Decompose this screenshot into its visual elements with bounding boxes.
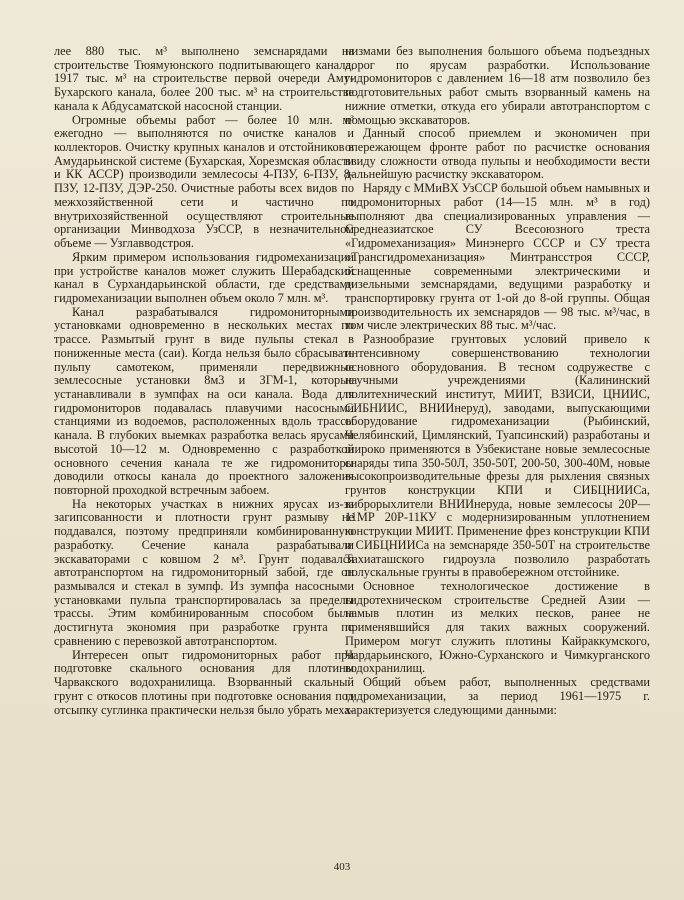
right-column xyxy=(345,45,650,717)
paragraph: Интересен опыт гидромониторных работ при подготовке скального основания для плотины Чарвакского водохранилища. Взорванный скальный грунт с откосов плотины при подготовке основания под отсыпку суглинка практически нельзя было убрать меха- xyxy=(54,647,354,717)
paragraph: Огромные объемы работ — более 10 млн. м³ ежегодно — выполняются по очистке каналов и коллекторов. Очистку крупных каналов и отстойников в Амударьинской системе (Бухарская, Хорезмская области и КК АССР) производили землесосы 4-ПЗУ, 6-ПЗУ, 8-ПЗУ, 12-ПЗУ, ДЭР-250. Очистные работы всех видов по межхозяйственной сети и частично по внутрихозяйственной осуществляют строительные организации Минводхоза УзССР, в незначительном объеме — Узглавводстроя. xyxy=(54,112,354,251)
paragraph: Основное технологическое достижение в гидротехническом строительстве Средней Азии — намыв плотин из мелких песков, ранее не применявшийся для таких важных сооружений. Примером могут служить плотины Кайраккумского, Чардарьинского, Южно-Сурханского и Чимкурганского водохранилищ. xyxy=(345,579,650,676)
paragraph: Разнообразие грунтовых условий привело к интенсивному совершенствованию технологии основного оборудования. В тесном содружестве с научными учреждениями (Калининский политехнический институт, МИИТ, ВЗИСИ, ЦНИИС, СИБНИИС, ВНИИнеруд), заводами, выпускающими оборудование гидромеханизации (Рыбинский, Челябинский, Цимлянский, Туапсинский) разработаны и широко применяются в Узбекистане новые землесосные снаряды типа 350-50Л, 350-50Т, 200-50, 300-40М, новые высокопроизводительные фрезы для рыхления связных грунтов конструкции КПИ и СИБЦНИИСа, виброрыхлители ВНИИнеруда, новые землесосы 20Р—11МР 20Р-11КУ с модернизированным уплотнением конструкции МИИТ. Применение фрез конструкции КПИ и СИБЦНИИСа на земснаряде 350-50Т на строительстве Тахиаташского гидроузла позволило разработать полускальные грунты в правобережном отстойнике. xyxy=(345,332,650,580)
paragraph: Наряду с ММиВХ УзССР большой объем намывных и гидромониторных работ (14—15 млн. м³ в год) выполняют два специализированных управления — Среднеазиатское СУ Всесоюзного треста «Гидромеханизация» Минэнерго СССР и СУ треста «Трансгидромеханизация» Минтрансстроя СССР, оснащенные современными электрическими и дизельными земснарядами, ведущими разработку и транспортировку грунта от 1-ой до 8-ой группы. Общая производительность их земснарядов — 98 тыс. м³/час, в том числе электрических 88 тыс. м³/час. xyxy=(345,181,650,333)
page-number: 403 xyxy=(333,861,351,873)
paragraph: Канал разрабатывался гидромониторными установками одновременно в нескольких местах по трассе. Размытый грунт в виде пульпы стекал в пониженные места (саи). Когда нельзя было сбрасывать пульпу самотеком, применяли передвижные землесосные установки 8м3 и ЗГМ-1, которые устанавливали в зумпфах на оси канала. Вода для гидромониторов подавалась плавучими насосными станциями из водоемов, расположенных вдоль трассы канала. В глубоких выемках разработка велась ярусами высотой 10—12 м. Одновременно с разработкой основного сечения канала те же гидромониторы доводили откосы канала до проектного заложения повторной проходкой встречным забоем. xyxy=(54,304,354,497)
left-column xyxy=(54,45,354,717)
paragraph: лее 880 тыс. м³ выполнено земснарядами на строительстве Тюямуюнского подпитывающего канала, 1917 тыс. м³ на строительстве первой очереди Аму-Бухарского канала, более 200 тыс. м³ на строительстве канала к Абдусаматской насосной станции. xyxy=(54,44,354,113)
paragraph: Данный способ приемлем и экономичен при опережающем фронте работ по расчистке основания ввиду сложности отвода пульпы и необходимости вести дальнейшую расчистку экскаватором. xyxy=(345,126,650,182)
paragraph: Общий объем работ, выполненных средствами гидромеханизации, за период 1961—1975 г. характеризуется следующими данными: xyxy=(345,675,650,717)
paragraph: Ярким примером использования гидромеханизации при устройстве каналов может служить Шерабадский канал в Сурхандарьинской области, где средствами гидромеханизации выполнен объем около 7 млн. м³. xyxy=(54,249,354,305)
paragraph: низмами без выполнения большого объема подъездных дорог по ярусам разработки. Использование гидромониторов с давлением 16—18 атм позволило без подготовительных работ смыть взорванный камень на нижние отметки, откуда его убирали автотранспортом с помощью экскаваторов. xyxy=(345,44,650,127)
paragraph: На некоторых участках в нижних ярусах из-за загипсованности и плотности грунт размыву не поддавался, поэтому предприняли комбинированную разработку. Сечение канала разрабатывали экскаваторами с ковшом 2 м³. Грунт подавался автотранспортом на гидромониторный забой, где он размывался и стекал в зумпф. Из зумпфа насосными установками пульпа транспортировалась за пределы трассы. Этим комбинированным способом была достигнута экономия при разработке грунта по сравнению с перевозкой автотранспортом. xyxy=(54,496,354,648)
